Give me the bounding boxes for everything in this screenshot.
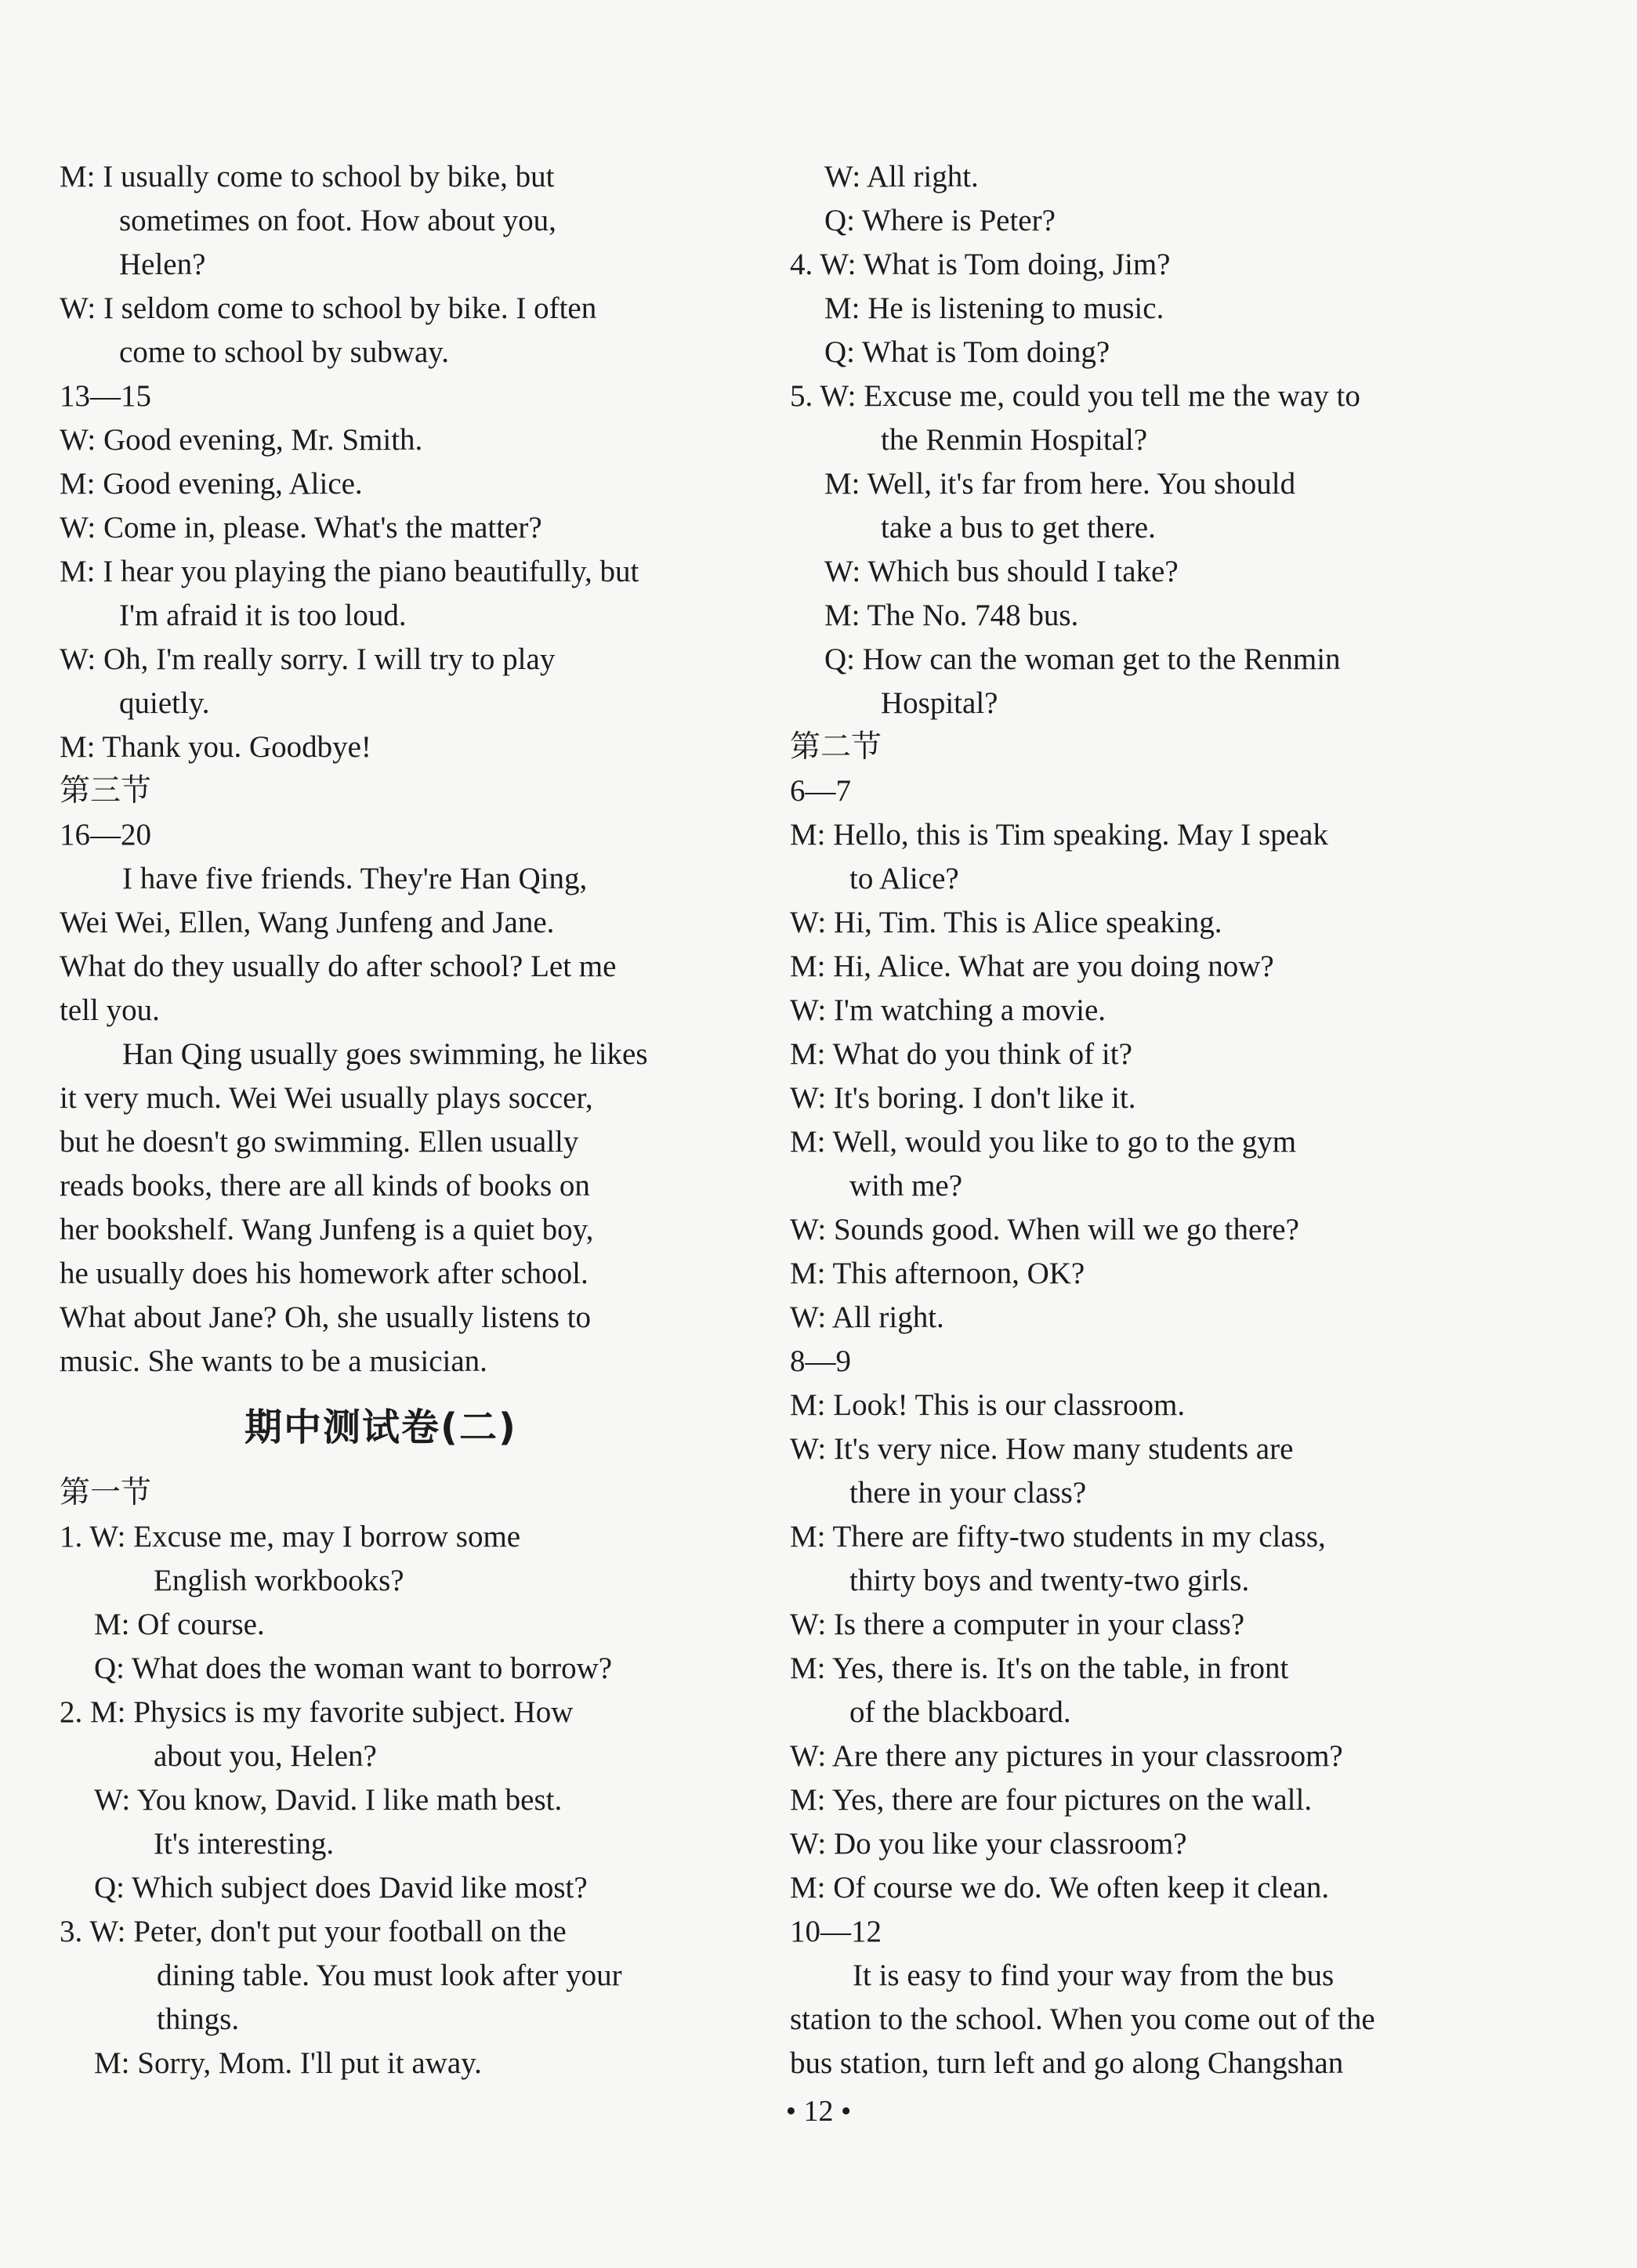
text-line: come to school by subway. — [119, 335, 449, 369]
text-line: 8—9 — [790, 1344, 851, 1378]
text-line: 第一节 — [60, 1476, 152, 1510]
text-line: What about Jane? Oh, she usually listens to — [60, 1300, 592, 1334]
text-line: 5. W: Excuse me, could you tell me the way to — [790, 379, 1360, 413]
text-line: to Alice? — [849, 862, 959, 895]
text-line: about you, Helen? — [154, 1739, 377, 1773]
text-line: W: Oh, I'm really sorry. I will try to play — [60, 642, 556, 676]
text-line: music. She wants to be a musician. — [60, 1344, 487, 1378]
text-line: dining table. You must look after your — [157, 1959, 622, 1992]
text-line: with me? — [849, 1169, 963, 1203]
text-line: M: Of course we do. We often keep it clean. — [790, 1871, 1330, 1904]
text-line: W: Good evening, Mr. Smith. — [60, 423, 423, 457]
text-line: 13—15 — [60, 379, 151, 413]
text-line: M: Yes, there are four pictures on the wall. — [790, 1783, 1313, 1817]
text-line: W: It's boring. I don't like it. — [790, 1081, 1136, 1115]
text-line: M: Hi, Alice. What are you doing now? — [790, 950, 1274, 983]
text-line: sometimes on foot. How about you, — [119, 204, 556, 237]
text-line: 第三节 — [60, 774, 152, 808]
text-line: there in your class? — [849, 1476, 1087, 1510]
section-title: 期中测试卷(二) — [244, 1405, 517, 1449]
text-line: Hospital? — [881, 686, 998, 720]
text-line: 2. M: Physics is my favorite subject. How — [60, 1695, 574, 1729]
text-line: English workbooks? — [154, 1564, 404, 1597]
text-line: It's interesting. — [154, 1827, 335, 1861]
text-line: M: What do you think of it? — [790, 1037, 1132, 1071]
text-line: I have five friends. They're Han Qing, — [122, 862, 588, 895]
text-line: W: All right. — [824, 160, 979, 194]
text-line: 3. W: Peter, don't put your football on the — [60, 1915, 567, 1948]
text-line: M: I hear you playing the piano beautifully, but — [60, 555, 639, 588]
text-line: Wei Wei, Ellen, Wang Junfeng and Jane. — [60, 906, 555, 939]
text-line: W: Do you like your classroom? — [790, 1827, 1187, 1861]
text-line: Q: Which subject does David like most? — [94, 1871, 588, 1904]
text-line: M: The No. 748 bus. — [824, 599, 1079, 632]
text-line: 16—20 — [60, 818, 151, 852]
text-line: I'm afraid it is too loud. — [119, 599, 407, 632]
text-line: tell you. — [60, 993, 160, 1027]
text-line: but he doesn't go swimming. Ellen usually — [60, 1125, 579, 1159]
text-line: W: Hi, Tim. This is Alice speaking. — [790, 906, 1222, 939]
text-line: M: Well, would you like to go to the gym — [790, 1125, 1297, 1159]
text-line: W: I'm watching a movie. — [790, 993, 1106, 1027]
text-line: M: Look! This is our classroom. — [790, 1388, 1186, 1422]
text-line: of the blackboard. — [849, 1695, 1071, 1729]
text-line: Q: What does the woman want to borrow? — [94, 1651, 613, 1685]
text-line: M: Of course. — [94, 1608, 265, 1641]
text-line: M: This afternoon, OK? — [790, 1257, 1085, 1290]
text-line: W: You know, David. I like math best. — [94, 1783, 563, 1817]
text-line: Han Qing usually goes swimming, he likes — [122, 1037, 648, 1071]
text-line: thirty boys and twenty-two girls. — [849, 1564, 1250, 1597]
text-line: he usually does his homework after school. — [60, 1257, 589, 1290]
right-column — [790, 155, 1432, 2085]
text-line: W: Are there any pictures in your classroom? — [790, 1739, 1343, 1773]
text-line: things. — [157, 2002, 240, 2036]
text-line: Helen? — [119, 248, 206, 281]
text-line: W: It's very nice. How many students are — [790, 1432, 1294, 1466]
left-column — [60, 155, 702, 2085]
text-line: 6—7 — [790, 774, 851, 808]
text-line: 第二节 — [790, 730, 882, 764]
text-line: station to the school. When you come out of the — [790, 2002, 1375, 2036]
text-line: her bookshelf. Wang Junfeng is a quiet boy, — [60, 1213, 594, 1246]
text-line: M: Sorry, Mom. I'll put it away. — [94, 2046, 482, 2080]
text-line: the Renmin Hospital? — [881, 423, 1148, 457]
text-line: M: Hello, this is Tim speaking. May I speak — [790, 818, 1328, 852]
text-line: take a bus to get there. — [881, 511, 1156, 544]
text-line: Q: How can the woman get to the Renmin — [824, 642, 1341, 676]
text-line: M: Thank you. Goodbye! — [60, 730, 371, 764]
text-line: W: Is there a computer in your class? — [790, 1608, 1245, 1641]
text-line: bus station, turn left and go along Changshan — [790, 2046, 1344, 2080]
text-line: W: All right. — [790, 1300, 944, 1334]
text-line: M: Yes, there is. It's on the table, in front — [790, 1651, 1289, 1685]
text-line: Q: Where is Peter? — [824, 204, 1056, 237]
text-line: W: Sounds good. When will we go there? — [790, 1213, 1299, 1246]
text-line: M: There are fifty-two students in my class, — [790, 1520, 1326, 1554]
text-line: Q: What is Tom doing? — [824, 335, 1110, 369]
text-line: M: I usually come to school by bike, but — [60, 160, 555, 194]
page-number: • 12 • — [785, 2095, 852, 2128]
text-line: M: He is listening to music. — [824, 291, 1164, 325]
text-line: 10—12 — [790, 1915, 882, 1948]
text-line: it very much. Wei Wei usually plays soccer, — [60, 1081, 593, 1115]
text-line: M: Good evening, Alice. — [60, 467, 363, 501]
text-line: What do they usually do after school? Let me — [60, 950, 617, 983]
text-line: M: Well, it's far from here. You should — [824, 467, 1296, 501]
text-line: 1. W: Excuse me, may I borrow some — [60, 1520, 521, 1554]
text-line: W: Which bus should I take? — [824, 555, 1179, 588]
text-line: 4. W: What is Tom doing, Jim? — [790, 248, 1171, 281]
text-line: quietly. — [119, 686, 210, 720]
text-line: W: I seldom come to school by bike. I often — [60, 291, 597, 325]
text-line: W: Come in, please. What's the matter? — [60, 511, 542, 544]
text-line: It is easy to find your way from the bus — [853, 1959, 1335, 1992]
text-line: reads books, there are all kinds of books on — [60, 1169, 590, 1203]
